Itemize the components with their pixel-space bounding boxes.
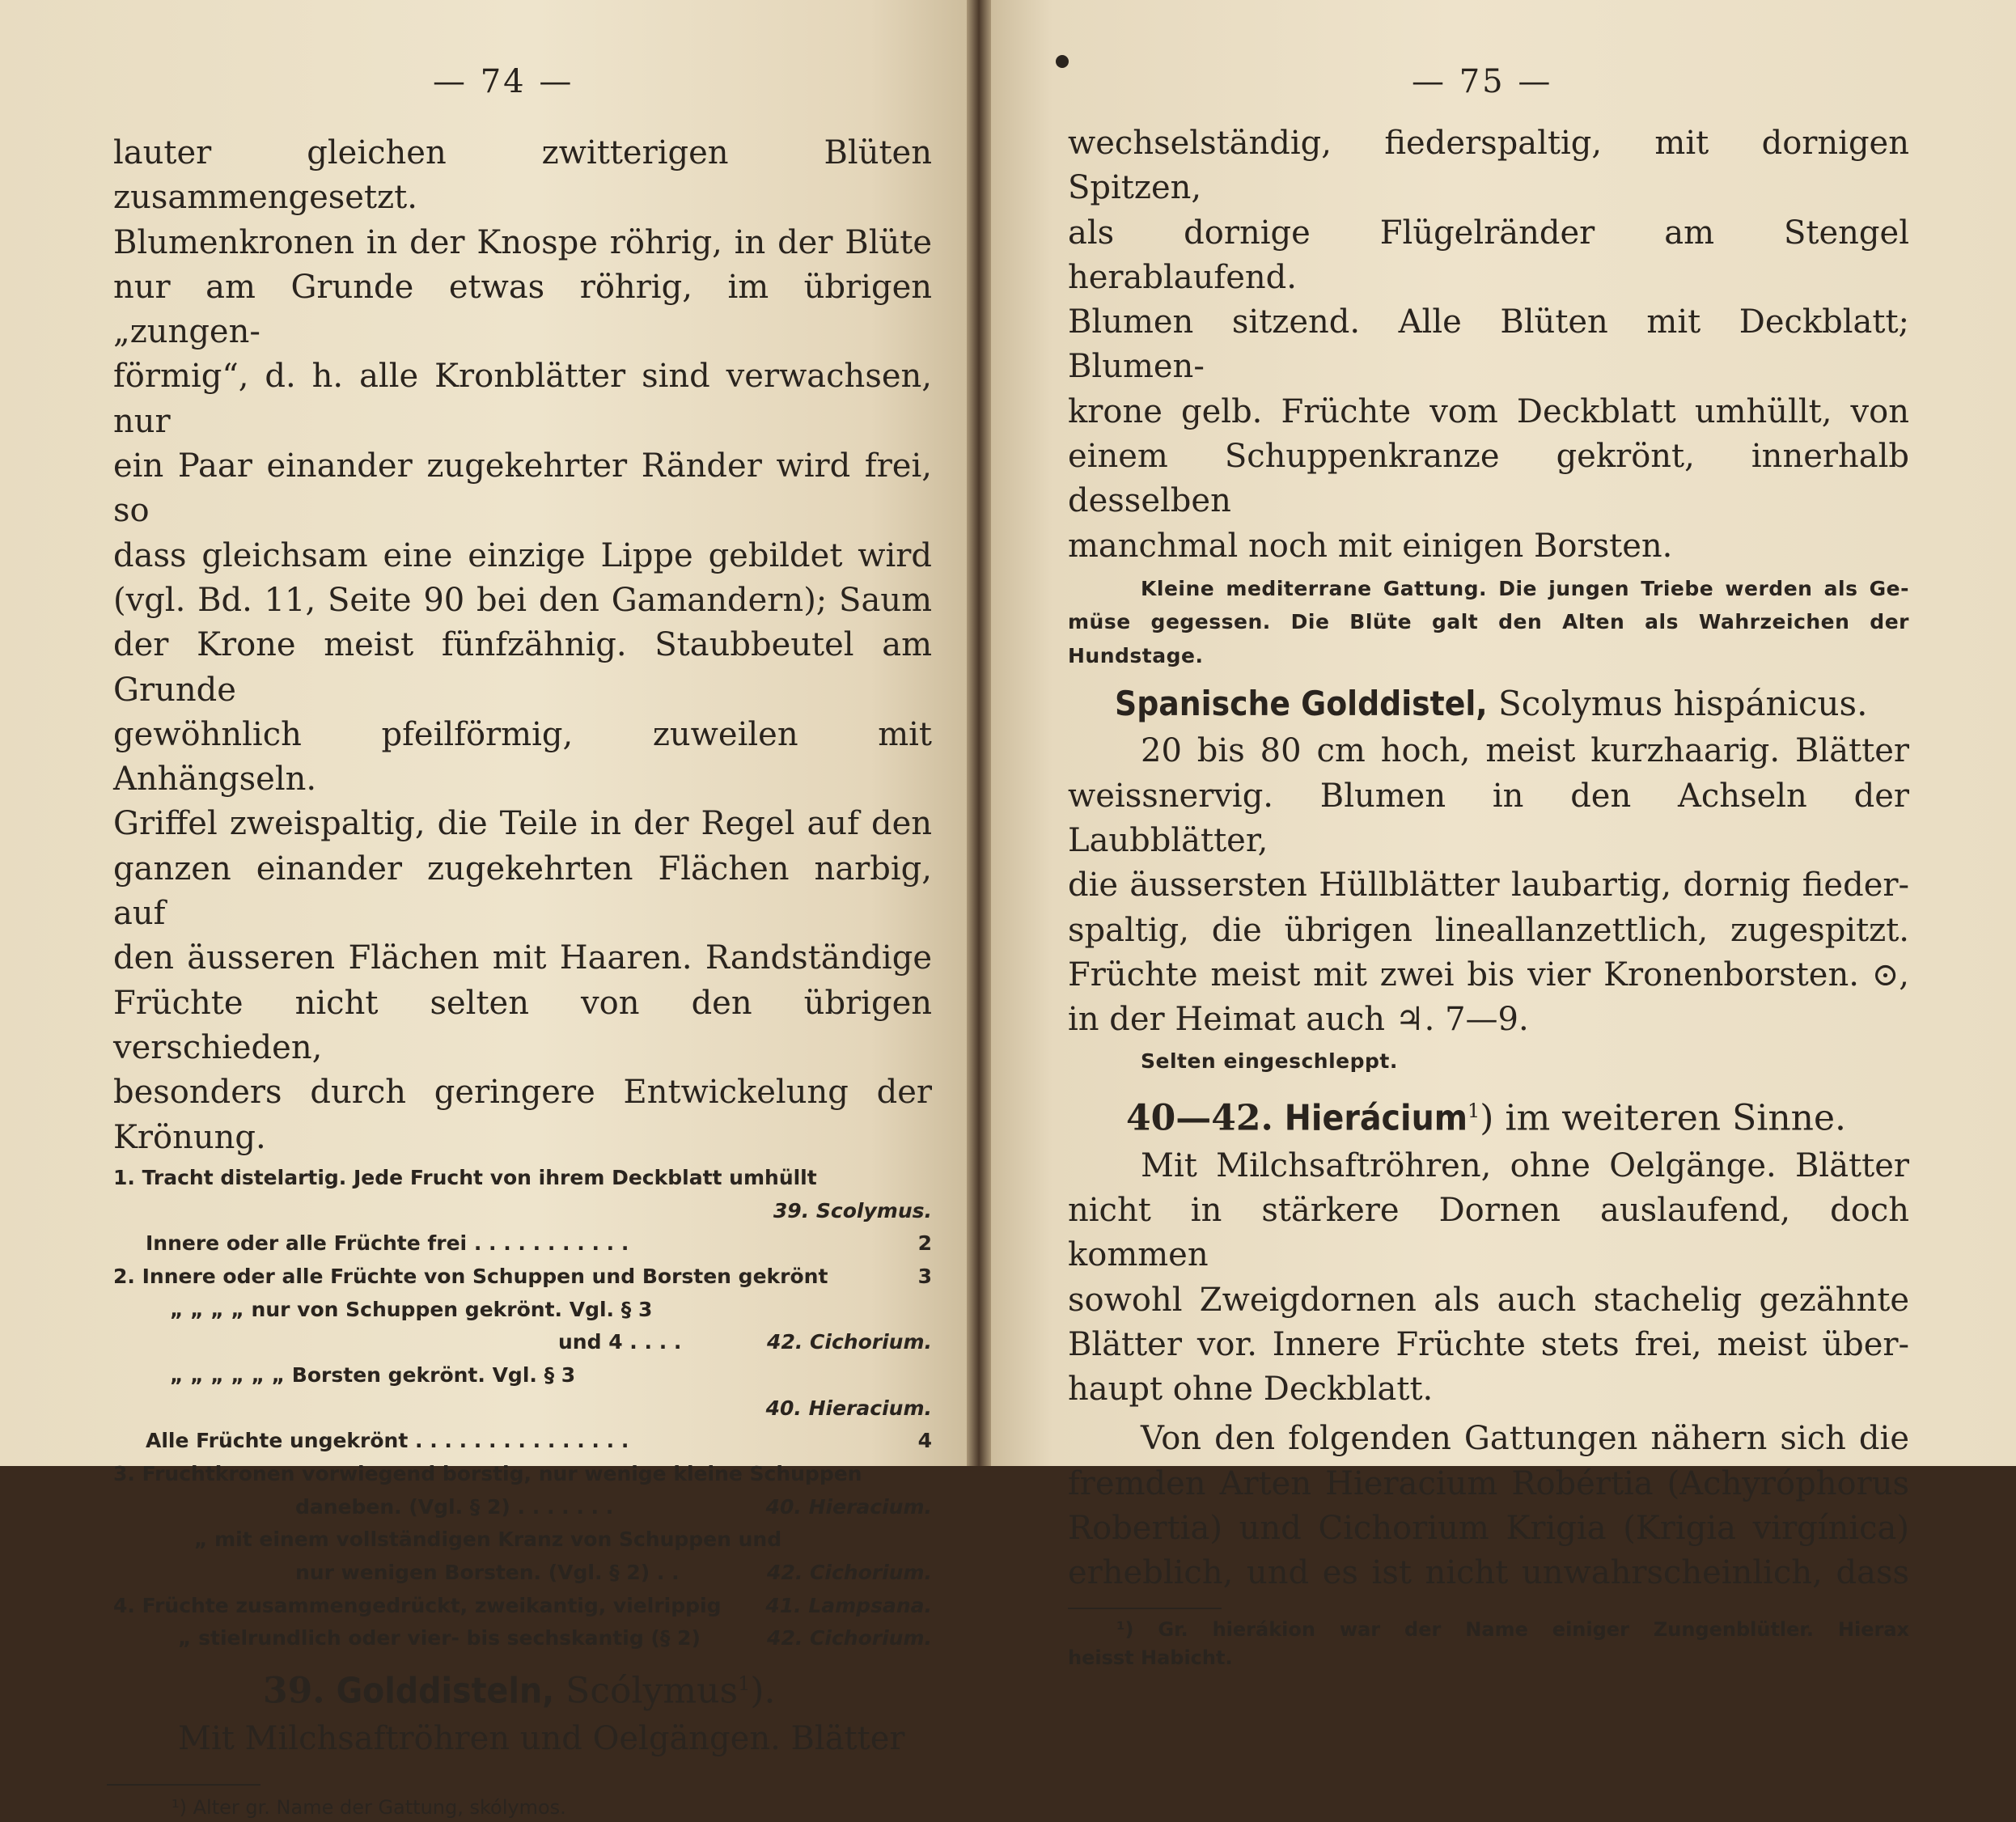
text-line: weissnervig. Blumen in den Achseln der Laubblätter, (1068, 777, 1909, 860)
key-text: Innere oder alle Früchte frei . . . . . . . . . . . (146, 1231, 629, 1256)
left-page (0, 0, 967, 1820)
right-text-column (1068, 121, 1909, 1672)
hieracium-description (1068, 1144, 1909, 1413)
identification-key (113, 1162, 932, 1655)
key-reference: 42. Cichorium. (767, 1561, 932, 1585)
text-line: gewöhnlich pfeilförmig, zuweilen mit Anhängseln. (113, 715, 932, 799)
key-reference: 42. Cichorium. (767, 1626, 932, 1650)
text-line: Früchte meist mit zwei bis vier Kronenborsten. ⊙, (1068, 955, 1909, 994)
key-row (113, 1590, 932, 1623)
text-line: in der Heimat auch ♃. 7—9. (1068, 1001, 1529, 1039)
text-line: Blumen sitzend. Alle Blüten mit Deckblatt; Blumen- (1068, 303, 1909, 386)
text-line: Blumenkronen in der Knospe röhrig, in der Blüte (113, 223, 932, 261)
text-line: haupt ohne Deckblatt. (1068, 1371, 1434, 1409)
text-line: besonders durch geringere Entwickelung der Krönung. (113, 1074, 932, 1156)
key-reference: 42. Cichorium. (767, 1330, 932, 1354)
text-line: einem Schuppenkranze gekrönt, innerhalb desselben (1068, 438, 1909, 520)
key-row (113, 1359, 932, 1392)
ink-spot (1056, 55, 1069, 68)
text-line: den äusseren Flächen mit Haaren. Randständige (113, 939, 932, 977)
footnote-left: ¹) Alter gr. Name der Gattung, skólymos. (172, 1796, 566, 1820)
text-line: fremden Arten Hieracium Robértia (Achyróphorus (1068, 1464, 1909, 1502)
key-text: 3. Fruchtkronen vorwiegend borstig, nur wenige kleine Schuppen (113, 1462, 862, 1486)
key-reference: 41. Lampsana. (765, 1593, 932, 1617)
text-line: nicht in stärkere Dornen auslaufend, doch kommen (1068, 1192, 1909, 1274)
text-line: Blätter vor. Innere Früchte stets frei, meist über- (1068, 1325, 1909, 1363)
text-line: dass gleichsam eine einzige Lippe gebildet wird (113, 536, 932, 574)
related-genera-text (1068, 1417, 1909, 1595)
key-reference: 40. Hieracium. (765, 1494, 932, 1519)
left-body-text (113, 131, 932, 1160)
key-text: „ stielrundlich oder vier- bis sechskantig (§ 2) (178, 1626, 701, 1650)
key-text: 4. Früchte zusammengedrückt, zweikantig, vielrippig (113, 1593, 722, 1617)
key-row (113, 1491, 932, 1524)
genus-heading-scolymus: 39. Golddisteln, Scólymus$^1$). (263, 1670, 776, 1712)
text-line: wechselständig, fiederspaltig, mit dornigen Spitzen, (1068, 125, 1909, 207)
book-spine (967, 0, 991, 1466)
text-line: müse gegessen. Die Blüte galt den Alten als Wahrzeichen der (1068, 610, 1909, 634)
key-row (113, 1557, 932, 1590)
key-row (113, 1294, 932, 1327)
text-line: Hundstage. (1068, 643, 1204, 667)
text-line: sowohl Zweigdornen als auch stachelig gezähnte (1068, 1281, 1909, 1319)
text-line: 20 bis 80 cm hoch, meist kurzhaarig. Blätter (1141, 732, 1909, 770)
text-line: manchmal noch mit einigen Borsten. (1068, 527, 1673, 565)
key-row (113, 1458, 932, 1491)
text-line: krone gelb. Früchte vom Deckblatt umhüllt, von (1068, 392, 1909, 430)
genus-heading-hieracium: 40—42. Hierácium$^1$) im weiteren Sinne. (1126, 1097, 1847, 1139)
text-line: heisst Habicht. (1068, 1646, 1233, 1669)
text-line: ¹) Gr. hierákion war der Name einiger Zungenblütler. Hierax (1116, 1617, 1909, 1641)
key-row (113, 1195, 932, 1228)
text-line: Robertia) und Cichorium Krigia (Krigia virgínica) (1068, 1510, 1909, 1548)
text-line: Kleine mediterrane Gattung. Die jungen Triebe werden als Ge- (1141, 576, 1909, 600)
species-heading: Spanische Golddistel, Scolymus hispánicus. (1115, 684, 1868, 724)
key-reference: 3 (917, 1264, 932, 1288)
last-line-left: Mit Milchsaftröhren und Oelgängen. Blätter (178, 1719, 905, 1757)
key-row (113, 1425, 932, 1458)
text-line: spaltig, die übrigen lineallanzettlich, zugespitzt. (1068, 911, 1909, 949)
text-line: ein Paar einander zugekehrter Ränder wird frei, so (113, 447, 932, 530)
key-reference: 2 (917, 1231, 932, 1256)
key-reference: 39. Scolymus. (773, 1198, 932, 1222)
key-text: Alle Früchte ungekrönt . . . . . . . . . . . . . . . (146, 1429, 629, 1453)
key-row (113, 1392, 932, 1426)
footnote-rule-left (107, 1784, 260, 1786)
text-line: lauter gleichen zwitterigen Blüten zusammengesetzt. (113, 134, 932, 217)
key-text: nur wenigen Borsten. (Vgl. § 2) . . (295, 1561, 680, 1585)
text-line: Griffel zweispaltig, die Teile in der Regel auf den (113, 805, 932, 843)
footnote-rule-right (1068, 1608, 1222, 1609)
text-line: (vgl. Bd. 11, Seite 90 bei den Gamandern); Saum (113, 581, 932, 619)
page-number-left: — 74 — (433, 63, 574, 100)
key-row (113, 1227, 932, 1261)
text-line: förmig“, d. h. alle Kronblätter sind verwachsen, nur (113, 358, 932, 440)
right-page (991, 0, 2016, 1669)
text-line: ganzen einander zugekehrten Flächen narbig, auf (113, 850, 932, 933)
species-description (1068, 729, 1909, 1042)
key-text: 2. Innere oder alle Früchte von Schuppen und Borsten gekrönt (113, 1264, 828, 1288)
page-number-right: — 75 — (1412, 63, 1553, 100)
key-text: „ mit einem vollständigen Kranz von Schuppen und (194, 1528, 782, 1552)
genus-note (1068, 572, 1909, 673)
text-line: als dornige Flügelränder am Stengel herablaufend. (1068, 214, 1909, 296)
key-reference: 4 (917, 1429, 932, 1453)
text-line: Mit Milchsaftröhren, ohne Oelgänge. Blätter (1141, 1146, 1909, 1184)
key-text: daneben. (Vgl. § 2) . . . . . . . (295, 1494, 614, 1519)
key-row (113, 1162, 932, 1195)
key-row (113, 1523, 932, 1557)
left-text-column (113, 131, 932, 1822)
text-line: nur am Grunde etwas röhrig, im übrigen „zungen- (113, 268, 932, 351)
key-text: 1. Tracht distelartig. Jede Frucht von ihrem Deckblatt umhüllt (113, 1165, 817, 1189)
key-text: „ „ „ „ „ „ Borsten gekrönt. Vgl. § 3 (170, 1362, 576, 1387)
key-row (113, 1326, 932, 1359)
text-line: Von den folgenden Gattungen nähern sich die (1141, 1420, 1909, 1458)
text-line: erheblich, und es ist nicht unwahrscheinlich, dass (1068, 1554, 1909, 1592)
text-line: Früchte nicht selten von den übrigen verschieden, (113, 984, 932, 1066)
rare-note: Selten eingeschleppt. (1141, 1049, 1398, 1073)
text-line: die äussersten Hüllblätter laubartig, dornig fieder- (1068, 867, 1909, 905)
key-row (113, 1261, 932, 1294)
key-reference: 40. Hieracium. (765, 1396, 932, 1420)
key-text: und 4 . . . . (558, 1330, 682, 1354)
right-body-text-a (1068, 121, 1909, 569)
footnote-right (1068, 1616, 1909, 1672)
key-text: „ „ „ „ nur von Schuppen gekrönt. Vgl. § 3 (170, 1297, 653, 1321)
key-row (113, 1622, 932, 1655)
text-line: der Krone meist fünfzähnig. Staubbeutel am Grunde (113, 626, 932, 709)
